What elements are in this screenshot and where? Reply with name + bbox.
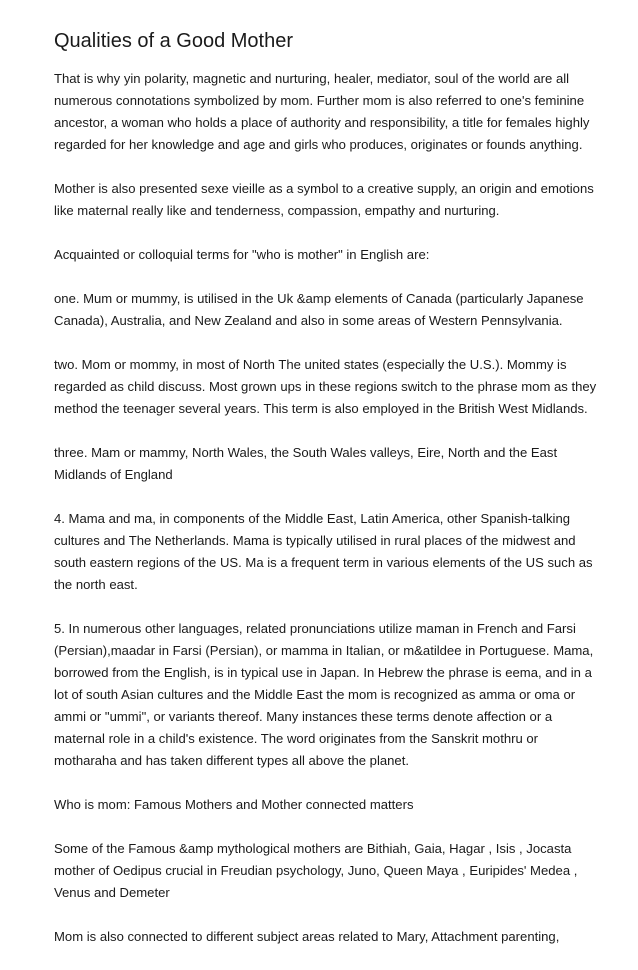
paragraph-term-mama: 4. Mama and ma, in components of the Middle East, Latin America, other Spanish-talking cultures and The Netherlands. Mama is typically utilised in rural places of the midwest and south eastern regions of the US. Ma is a frequent term in various elements of the US such as the north east. [54, 511, 593, 592]
paragraph-famous-mothers: Some of the Famous &amp mythological mothers are Bithiah, Gaia, Hagar , Isis , Jocasta mother of Oedipus crucial in Freudian psychology, Juno, Queen Maya , Euripides' Medea , Venus and Demeter [54, 841, 578, 900]
paragraph-symbol: Mother is also presented sexe vieille as a symbol to a creative supply, an origin and emotions like maternal really like and tenderness, compassion, empathy and nurturing. [54, 181, 594, 218]
paragraph-term-mam: three. Mam or mammy, North Wales, the South Wales valleys, Eire, North and the East Midlands of England [54, 445, 558, 482]
paragraph-famous-heading: Who is mom: Famous Mothers and Mother connected matters [54, 797, 414, 812]
paragraph-intro: That is why yin polarity, magnetic and nurturing, healer, mediator, soul of the world are all numerous connotations symbolized by mom. Further mom is also referred to one's feminine ancestor, a woman who holds a place of authority and responsibility, a title for females highly regarded for her knowledge and age and girls who produces, originates or founds anything. [54, 71, 590, 152]
paragraph-term-mum: one. Mum or mummy, is utilised in the Uk &amp elements of Canada (particularly Japanese Canada), Australia, and New Zealand and also in some areas of Western Pennsylvania. [54, 291, 584, 328]
paragraph-related-topics: Mom is also connected to different subject areas related to Mary, Attachment parenting, [54, 929, 560, 944]
paragraph-term-mom: two. Mom or mommy, in most of North The united states (especially the U.S.). Mommy is regarded as child discuss. Most grown ups in these regions switch to the phrase mom as they method the teenager several years. This term is also employed in the British West Midlands. [54, 357, 597, 416]
paragraph-terms-intro: Acquainted or colloquial terms for "who is mother" in English are: [54, 247, 430, 262]
document-title: Qualities of a Good Mother [54, 30, 294, 52]
document-body [54, 68, 599, 970]
paragraph-other-languages: 5. In numerous other languages, related pronunciations utilize maman in French and Farsi (Persian),maadar in Farsi (Persian), or mamma in Italian, or m&atildee in Portuguese. Mama, borrowed from the English, is in typical use in Japan. In Hebrew the phrase is eema, and in a lot of south Asian cultures and the Middle East the mom is recognized as amma or oma or ammi or "ummi", or variants thereof. Many instances these terms denote affection or a maternal role in a child's existence. The word originates from the Sanskrit mothru or motharaha and has taken different types all above the planet. [54, 621, 594, 768]
